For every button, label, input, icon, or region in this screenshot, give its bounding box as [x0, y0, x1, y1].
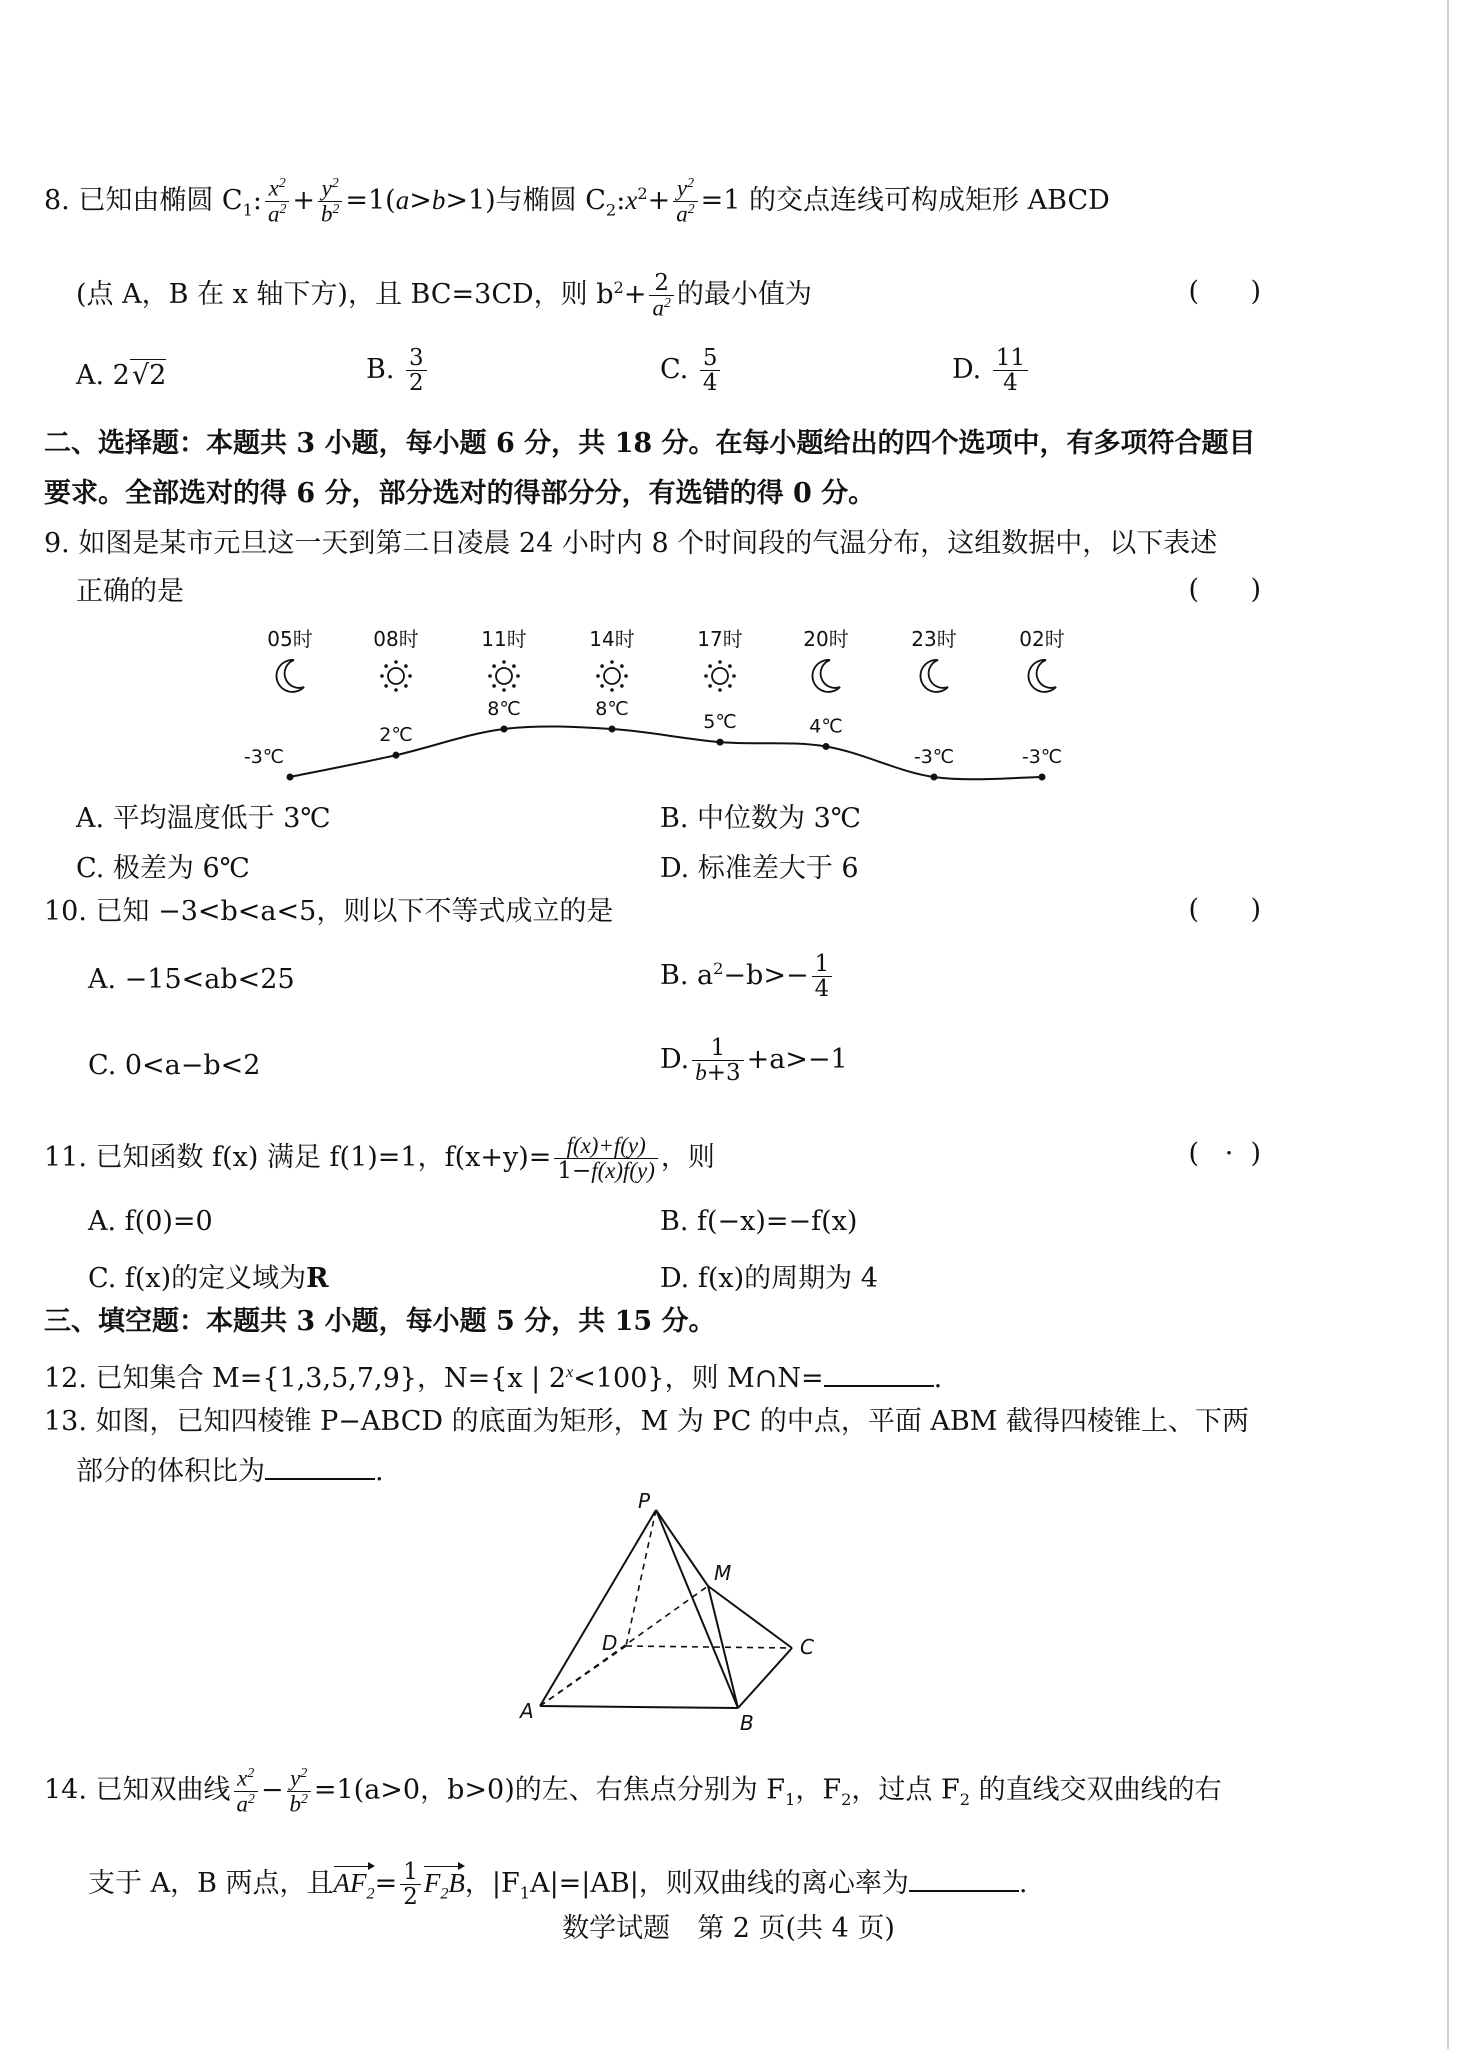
- label-c: C: [800, 1635, 814, 1659]
- q11-option-b: B. f(−x)=−f(x): [660, 1206, 858, 1237]
- page-footer: 数学试题 第 2 页(共 4 页): [562, 1913, 895, 1944]
- sun-icon: [380, 660, 412, 692]
- label-b: B: [740, 1711, 754, 1735]
- q13-line2: 部分的体积比为 .: [76, 1456, 384, 1487]
- q9-option-c: C. 极差为 6℃: [76, 853, 250, 884]
- temperature-label: 4℃: [809, 715, 843, 738]
- temperature-chart: [0, 0, 1457, 820]
- q9-option-b: B. 中位数为 3℃: [660, 803, 861, 834]
- q14-line2: 支于 A，B 两点，且$AF_2=$ $\frac{1}{2}$ $F_2B$，$|F_1A|=|AB|$，则双曲线的离心率为 .: [88, 1859, 1028, 1911]
- q8-option-c: C. $\frac{5}{4}$: [660, 346, 723, 395]
- q11-stem: 11. 已知函数 f(x) 满足 f(1)=1，f(x+y)= $\frac{f(x)+f(y)}{1-f(x)f(y)}$ ，则: [44, 1133, 715, 1185]
- moon-icon: [812, 660, 840, 692]
- temperature-point: [393, 752, 400, 759]
- q9-line2: 正确的是: [76, 576, 184, 607]
- q8-line2: (点 A，B 在 x 轴下方)，且 BC=3CD，则 $b^2+$ $\frac{2}{a^2}$ 的最小值为: [76, 269, 812, 321]
- temperature-label: 2℃: [379, 724, 413, 747]
- q9-answer-paren: ( ): [1188, 574, 1261, 605]
- temperature-label: 5℃: [703, 711, 737, 734]
- q8-option-a: A. 2√2: [76, 360, 167, 391]
- q14-answer-blank[interactable]: [909, 1889, 1019, 1892]
- temperature-label: -3℃: [913, 746, 955, 768]
- moon-icon: [1028, 660, 1056, 692]
- q10-option-b: B. $a^2-b>-$ $\frac{1}{4}$: [660, 952, 835, 1001]
- q10-option-d: D. $\frac{1}{b+3}$ +a>−1: [660, 1035, 848, 1087]
- q13-answer-blank[interactable]: [265, 1477, 375, 1480]
- moon-icon: [920, 660, 948, 692]
- section2-heading-line1: 二、选择题：本题共 3 小题，每小题 6 分，共 18 分。在每小题给出的四个选项中，有多项符合题目: [44, 428, 1256, 459]
- time-label: 08时: [373, 627, 419, 651]
- temperature-label: -3℃: [243, 746, 285, 768]
- q9-line1: 9. 如图是某市元旦这一天到第二日凌晨 24 小时内 8 个时间段的气温分布，这组数据中，以下表述: [44, 528, 1218, 559]
- label-a: A: [520, 1699, 534, 1723]
- moon-icon: [276, 660, 304, 692]
- section2-heading-line2: 要求。全部选对的得 6 分，部分选对的得部分分，有选错的得 0 分。: [44, 478, 876, 509]
- q11-option-d: D. f(x)的周期为 4: [660, 1263, 878, 1294]
- temperature-point: [823, 743, 830, 750]
- q8-option-d: D. $\frac{11}{4}$: [952, 346, 1031, 395]
- time-label: 23时: [911, 627, 957, 651]
- time-label: 02时: [1019, 627, 1065, 651]
- temperature-point: [931, 774, 938, 781]
- temperature-point: [717, 739, 724, 746]
- q8-option-b: B. $\frac{3}{2}$: [366, 346, 430, 395]
- q11-option-a: A. f(0)=0: [88, 1206, 213, 1237]
- q10-option-c: C. 0<a−b<2: [88, 1050, 261, 1081]
- label-p: P: [638, 1490, 651, 1513]
- section3-heading: 三、填空题：本题共 3 小题，每小题 5 分，共 15 分。: [44, 1306, 716, 1337]
- q10-stem: 10. 已知 −3<b<a<5，则以下不等式成立的是: [44, 896, 614, 927]
- temperature-point: [501, 726, 508, 733]
- q10-option-a: A. −15<ab<25: [88, 964, 295, 995]
- q11-answer-paren: ( · ): [1188, 1138, 1261, 1169]
- time-label: 05时: [267, 627, 313, 651]
- q12-stem: 12. 已知集合 M={1,3,5,7,9}，N={x | $2^x<100$}，则 M∩N= .: [44, 1363, 943, 1394]
- q12-answer-blank[interactable]: [824, 1384, 934, 1387]
- q9-option-a: A. 平均温度低于 3℃: [76, 803, 331, 834]
- temperature-point: [609, 726, 616, 733]
- q8-line1: 8. 已知由椭圆 $C_1$: $\frac{x^2}{a^2}$ + $\frac{y^2}{b^2}$ =1(a>b>1)与椭圆 $C_2:x^2+$ $\frac{y^2}{a^2}$ =1 的交点连线可构成矩形 ABCD: [44, 175, 1110, 227]
- q13-line1: 13. 如图，已知四棱锥 P−ABCD 的底面为矩形，M 为 PC 的中点，平面 ABM 截得四棱锥上、下两: [44, 1406, 1249, 1437]
- temperature-label: 8℃: [595, 698, 629, 720]
- time-label: 14时: [589, 627, 635, 651]
- q10-answer-paren: ( ): [1188, 894, 1261, 925]
- q14-line1: 14. 已知双曲线 $\frac{x^2}{a^2}$ − $\frac{y^2}{b^2}$ =1(a>0，b>0)的左、右焦点分别为 $F_1$，$F_2$，过点 $F_2$ 的直线交双曲线的右: [44, 1765, 1222, 1817]
- q9-option-d: D. 标准差大于 6: [660, 853, 859, 884]
- label-m: M: [714, 1561, 732, 1585]
- q8-answer-paren: ( ): [1188, 276, 1261, 307]
- q11-option-c: C. f(x)的定义域为R: [88, 1263, 329, 1294]
- time-label: 20时: [803, 627, 849, 651]
- temperature-point: [287, 774, 294, 781]
- sun-icon: [488, 660, 520, 692]
- sun-icon: [704, 660, 736, 692]
- time-label: 17时: [697, 627, 743, 651]
- sun-icon: [596, 660, 628, 692]
- temperature-point: [1039, 774, 1046, 781]
- temperature-label: 8℃: [487, 698, 521, 720]
- label-d: D: [602, 1631, 618, 1655]
- time-label: 11时: [481, 627, 527, 651]
- pyramid-figure: [500, 1490, 860, 1750]
- temperature-label: -3℃: [1021, 746, 1063, 768]
